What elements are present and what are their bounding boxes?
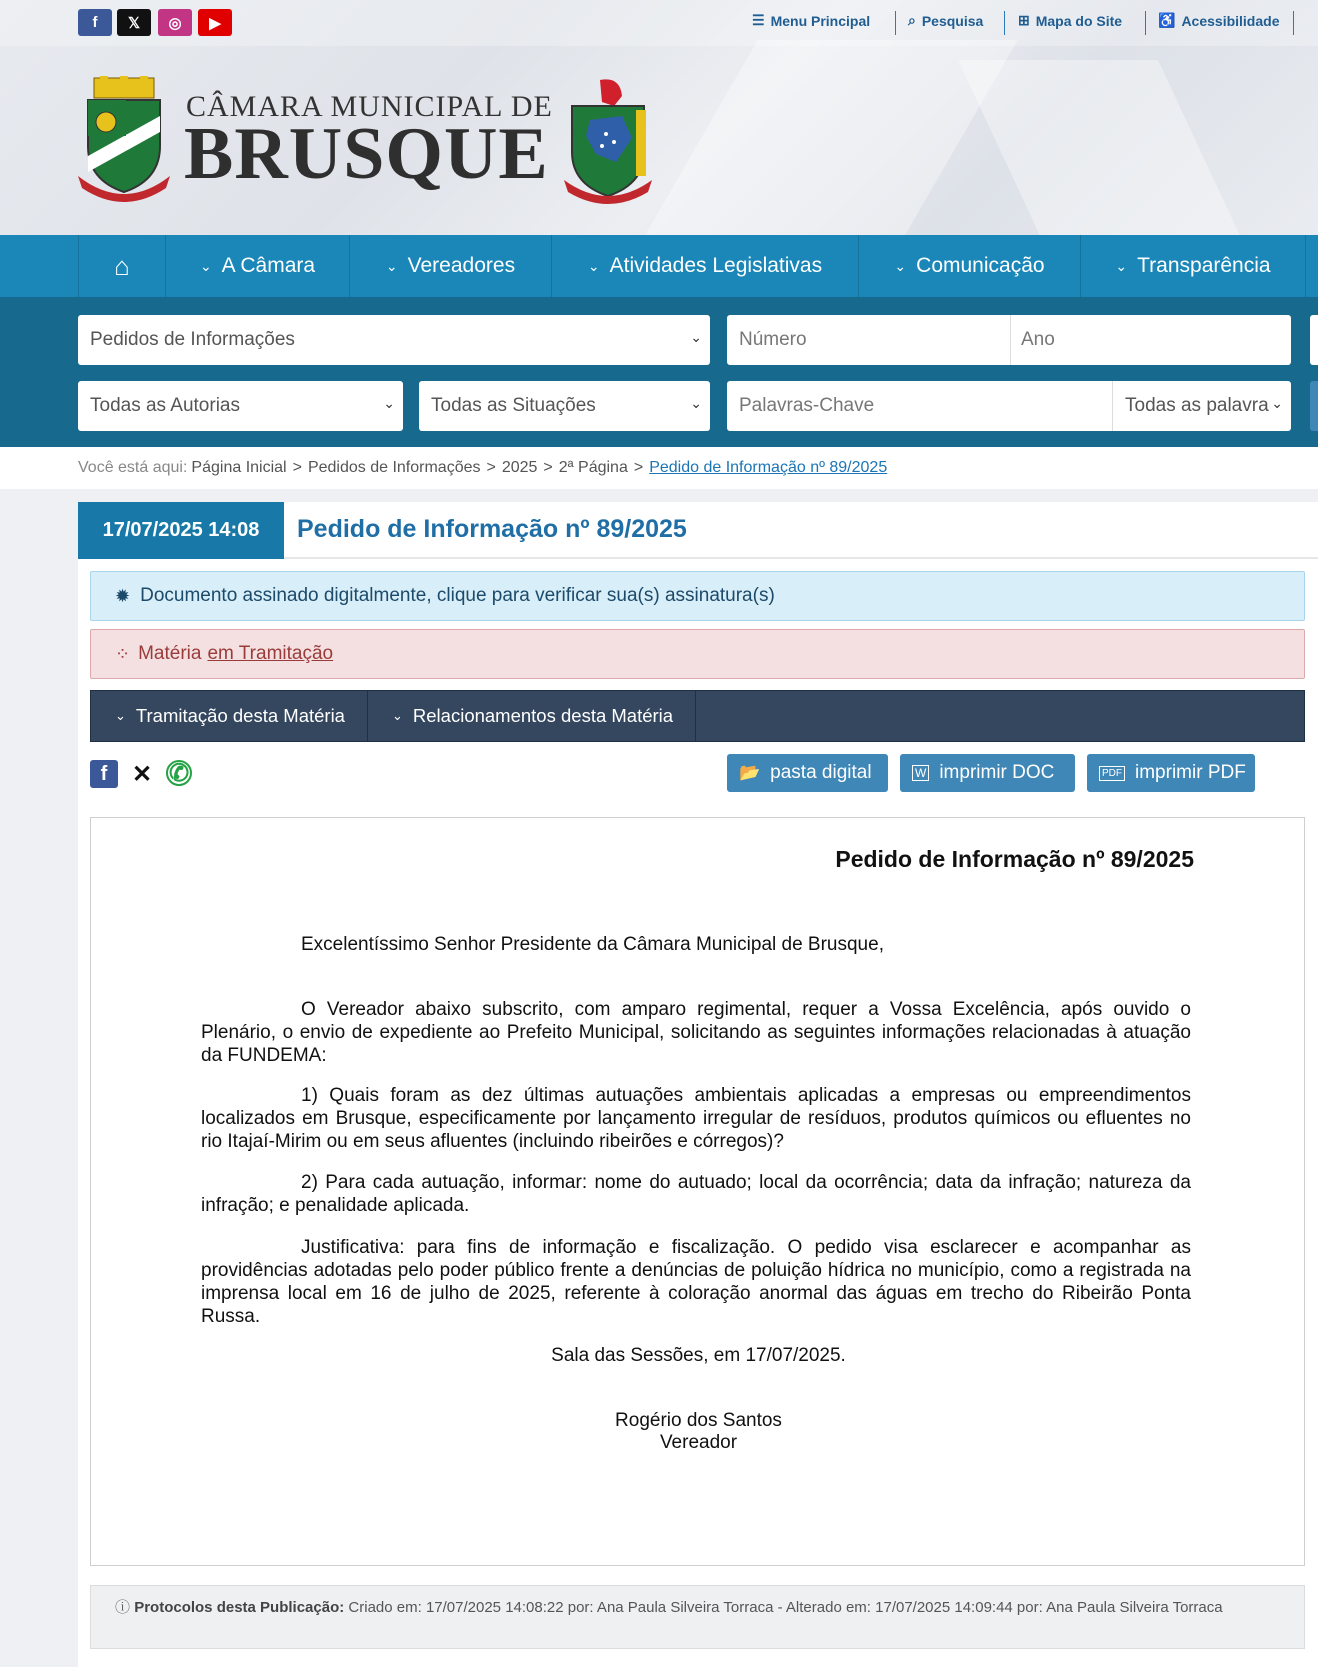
santa-catarina-emblem-logo <box>562 76 654 204</box>
chevron-down-icon: ⌄ <box>1271 395 1283 411</box>
pesquisa-link[interactable] <box>908 12 983 29</box>
pasta-digital-button[interactable] <box>727 754 888 792</box>
sitemap-icon: ⊞ <box>1018 12 1030 28</box>
nav-comunicacao[interactable] <box>859 235 1081 297</box>
divider <box>895 11 896 35</box>
matter-tabs <box>90 690 1305 742</box>
document-paragraph-1 <box>201 998 1191 1067</box>
nav-vereadores[interactable] <box>350 235 552 297</box>
chevron-down-icon: ⌄ <box>115 708 126 723</box>
mapa-site-link[interactable] <box>1018 12 1122 29</box>
mapa-site-label: Mapa do Site <box>1035 12 1123 29</box>
tipo-select[interactable] <box>78 315 710 365</box>
x-icon[interactable]: 𝕏 <box>117 9 151 36</box>
breadcrumb-separator: > <box>486 459 496 476</box>
chevron-down-icon: ⌄ <box>199 257 212 274</box>
palavras-chave-placeholder: Palavras-Chave <box>739 395 875 416</box>
document-salutation <box>201 933 1191 956</box>
breadcrumb-prefix: Você está aqui: <box>78 459 188 476</box>
divider <box>1010 315 1011 365</box>
palavras-modo-value: Todas as palavra <box>1125 395 1269 416</box>
autorias-value: Todas as Autorias <box>90 395 240 416</box>
situacoes-select[interactable] <box>419 381 710 431</box>
signature-alert[interactable] <box>90 571 1305 621</box>
tab-tramitacao[interactable] <box>91 691 368 741</box>
divider <box>1145 11 1146 35</box>
button-label: pasta digital <box>770 762 872 783</box>
autorias-select[interactable] <box>78 381 403 431</box>
ano-input[interactable]: Ano <box>1021 329 1055 350</box>
document-title: Pedido de Informação nº 89/2025 <box>835 846 1194 872</box>
acessibilidade-label: Acessibilidade <box>1181 12 1280 29</box>
divider <box>1004 11 1005 35</box>
filter-button-edge[interactable] <box>1310 381 1318 431</box>
protocol-label: Protocolos desta Publicação: <box>134 1599 345 1616</box>
share-facebook-icon[interactable]: f <box>90 760 118 788</box>
button-label: imprimir PDF <box>1135 762 1246 783</box>
background-shape <box>958 60 1242 235</box>
chevron-down-icon: ⌄ <box>1115 257 1128 274</box>
instagram-icon[interactable]: ◎ <box>158 9 192 36</box>
chevron-down-icon: ⌄ <box>383 395 395 411</box>
paragraph-text: 2) Para cada autuação, informar: nome do autuado; local da ocorrência; data da infração; natureza da infração; e penalidade aplicada. <box>201 1172 1191 1216</box>
chevron-down-icon: ⌄ <box>690 329 702 345</box>
publication-date: 17/07/2025 14:08 <box>78 502 284 559</box>
nav-label: Atividades Legislativas <box>609 254 823 277</box>
tab-relacionamentos[interactable] <box>368 691 696 741</box>
breadcrumb-page[interactable]: 2ª Página <box>558 459 628 476</box>
breadcrumb-year[interactable]: 2025 <box>501 459 538 476</box>
imprimir-doc-button[interactable] <box>900 754 1075 792</box>
nav-label: Transparência <box>1137 254 1271 277</box>
document-signer: Rogério dos Santos <box>615 1410 782 1431</box>
facebook-icon[interactable]: f <box>78 9 112 36</box>
breadcrumb <box>0 447 1318 489</box>
tipo-value: Pedidos de Informações <box>90 329 295 350</box>
chevron-down-icon: ⌄ <box>894 257 907 274</box>
pesquisa-label: Pesquisa <box>921 12 984 29</box>
chevron-down-icon: ⌄ <box>587 257 600 274</box>
menu-principal-link[interactable] <box>752 12 870 29</box>
content-card <box>78 502 1318 1667</box>
acessibilidade-link[interactable] <box>1158 12 1279 29</box>
home-icon[interactable]: ⌂ <box>78 235 166 297</box>
tab-label: Relacionamentos desta Matéria <box>412 705 674 726</box>
search-icon: ⌕ <box>908 12 916 28</box>
nav-label: Vereadores <box>407 254 516 277</box>
list-icon: ☰ <box>752 12 765 28</box>
document-signer-role: Vereador <box>659 1432 738 1453</box>
info-icon: ⓘ <box>115 1599 131 1616</box>
search-button-edge[interactable] <box>1310 315 1318 365</box>
nav-label: A Câmara <box>221 254 316 277</box>
share-x-icon[interactable]: ✕ <box>131 760 153 788</box>
document-justification <box>201 1236 1191 1328</box>
protocol-box <box>90 1585 1305 1649</box>
breadcrumb-current[interactable]: Pedido de Informação nº 89/2025 <box>649 459 888 476</box>
palavras-chave-input[interactable] <box>727 381 1112 431</box>
accessibility-icon: ♿ <box>1158 12 1176 28</box>
search-panel <box>0 297 1318 447</box>
document-paragraph-2 <box>201 1084 1191 1153</box>
brand-line-2: BRUSQUE <box>184 113 549 195</box>
chevron-down-icon: ⌄ <box>385 257 398 274</box>
chevron-down-icon: ⌄ <box>690 395 702 411</box>
status-prefix: Matéria <box>138 643 202 664</box>
document-place-date: Sala das Sessões, em 17/07/2025. <box>551 1345 846 1366</box>
menu-principal-label: Menu Principal <box>770 12 871 29</box>
nav-a-camara[interactable] <box>166 235 350 297</box>
protocol-text: Criado em: 17/07/2025 14:08:22 por: Ana Paula Silveira Torraca - Alterado em: 17/07/2025 14:09:44 por: Ana Paula Silveira Torraca <box>348 1599 1223 1616</box>
brusque-coat-of-arms-logo[interactable] <box>76 76 172 204</box>
nav-atividades-legislativas[interactable] <box>552 235 859 297</box>
document-paragraph-3 <box>201 1171 1191 1217</box>
status-link[interactable]: em Tramitação <box>207 643 334 664</box>
site-header <box>0 0 1318 235</box>
main-navigation <box>0 235 1318 297</box>
paragraph-text: Justificativa: para fins de informação e fiscalização. O pedido visa esclarecer e acompanhar as providências adotadas pelo poder público frente a denúncias de poluição hídrica no município, como a registrada na imprensa local em 16 de julho de 2025, referente à coloração anormal das águas em trecho do Ribeirão Ponta Russa. <box>201 1237 1191 1327</box>
button-label: imprimir DOC <box>939 762 1055 783</box>
numero-ano-group <box>727 315 1291 365</box>
breadcrumb-home[interactable]: Página Inicial <box>191 459 287 476</box>
chevron-down-icon: ⌄ <box>392 708 403 723</box>
nav-label: Comunicação <box>916 254 1045 277</box>
breadcrumb-pedidos[interactable]: Pedidos de Informações <box>307 459 481 476</box>
breadcrumb-separator: > <box>633 459 644 476</box>
numero-input[interactable]: Número <box>739 329 807 350</box>
divider <box>1293 11 1294 35</box>
breadcrumb-separator: > <box>292 459 302 476</box>
breadcrumb-separator: > <box>543 459 553 476</box>
spinner-icon: ⁘ <box>115 643 131 664</box>
pdf-file-icon: PDF <box>1099 766 1125 781</box>
word-file-icon: W <box>912 765 929 781</box>
paragraph-text: 1) Quais foram as dez últimas autuações ambientais aplicadas a empresas ou empreendimentos localizados em Brusque, especificamente por lançamento irregular de resíduos, produtos químicos ou efluentes no rio Itajaí-Mirim ou em seus afluentes (incluindo ribeirões e córregos)? <box>201 1085 1191 1152</box>
imprimir-pdf-button[interactable] <box>1087 754 1255 792</box>
badge-check-icon: ✹ <box>115 585 131 606</box>
palavras-modo-select[interactable] <box>1112 381 1291 431</box>
salutation-text: Excelentíssimo Senhor Presidente da Câmara Municipal de Brusque, <box>301 934 884 955</box>
share-whatsapp-icon[interactable]: ✆ <box>166 760 192 786</box>
paragraph-text: O Vereador abaixo subscrito, com amparo regimental, requer a Vossa Excelência, após ouvido o Plenário, o envio de expediente ao Prefeito Municipal, solicitando as seguintes informações relacionadas à atuação da FUNDEMA: <box>201 999 1191 1066</box>
youtube-icon[interactable]: ▶ <box>198 9 232 36</box>
divider <box>284 557 1318 559</box>
brand-line-1: CÂMARA MUNICIPAL DE <box>186 90 553 123</box>
nav-transparencia[interactable] <box>1081 235 1306 297</box>
document-body <box>90 817 1305 1566</box>
page-title: Pedido de Informação nº 89/2025 <box>297 515 687 543</box>
signature-alert-text: Documento assinado digitalmente, clique para verificar sua(s) assinatura(s) <box>140 585 775 606</box>
status-alert <box>90 629 1305 679</box>
situacoes-value: Todas as Situações <box>431 395 596 416</box>
folder-open-icon: 📂 <box>739 763 761 782</box>
tab-label: Tramitação desta Matéria <box>135 705 345 726</box>
